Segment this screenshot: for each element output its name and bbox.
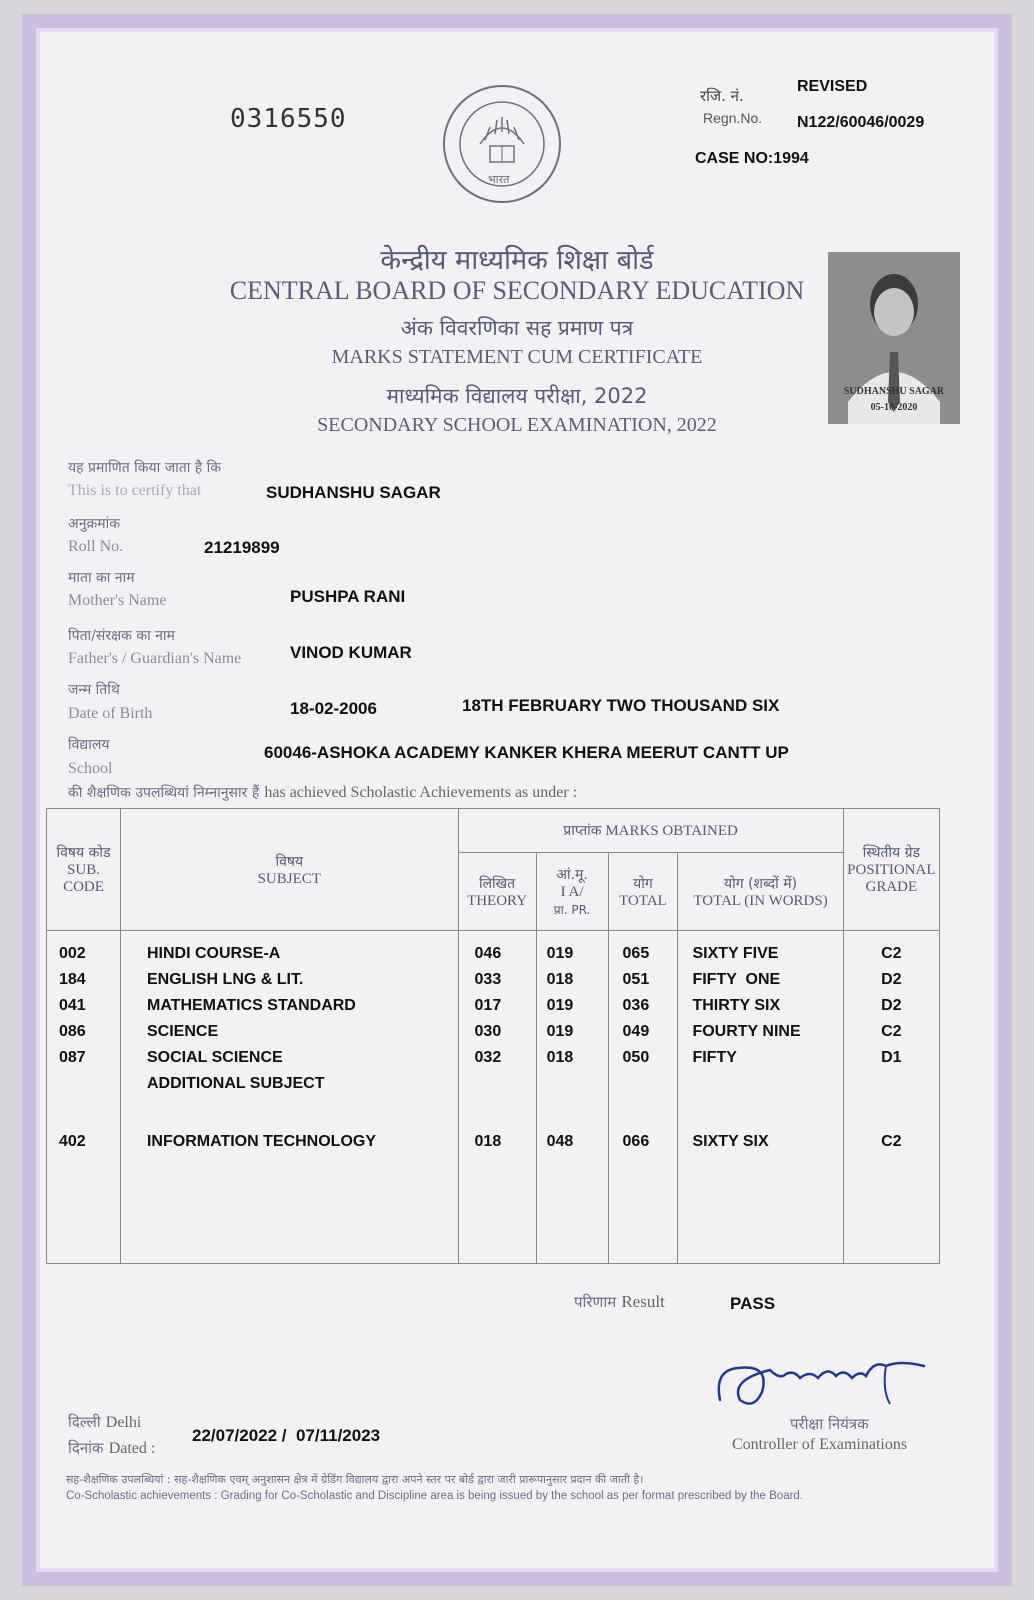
col-theory bbox=[458, 931, 536, 1264]
col-codes bbox=[47, 931, 121, 1264]
grade: D2 bbox=[881, 971, 902, 988]
subject-name: MATHEMATICS STANDARD bbox=[146, 997, 356, 1014]
ia-mark: 018 bbox=[546, 971, 574, 988]
case-number: CASE NO:1994 bbox=[695, 150, 809, 167]
header-ia: आं.मू. I A/ प्रा. PR. bbox=[536, 853, 608, 931]
subject-name: ENGLISH LNG & LIT. bbox=[146, 971, 304, 988]
header-theory: लिखित THEORY bbox=[458, 853, 536, 931]
achievements-hi: की शैक्षणिक उपलब्धियां निम्नानुसार हैं bbox=[68, 785, 260, 801]
col-total bbox=[608, 931, 678, 1264]
dated-en: Dated : bbox=[108, 1440, 156, 1457]
subject-name: SCIENCE bbox=[146, 1023, 219, 1040]
total-mark: 051 bbox=[622, 971, 650, 988]
exam-title-en: SECONDARY SCHOOL EXAMINATION, 2022 bbox=[317, 414, 717, 436]
doc-title-hi: अंक विवरणिका सह प्रमाण पत्र bbox=[400, 316, 634, 340]
photo-caption-date: 05-10-2020 bbox=[870, 402, 918, 413]
photo-caption-name: SUDHANSHU SAGAR bbox=[843, 386, 945, 397]
total-mark: 065 bbox=[622, 945, 650, 962]
total-words: FIFTY ONE bbox=[692, 971, 781, 988]
regn-label-en: Regn.No. bbox=[703, 110, 763, 126]
dob-words: 18TH FEBRUARY TWO THOUSAND SIX bbox=[462, 696, 780, 715]
dob-label-hi: जन्म तिथि bbox=[68, 682, 120, 698]
theory-mark: 018 bbox=[474, 1133, 502, 1150]
col-subjects bbox=[120, 931, 458, 1264]
result-value: PASS bbox=[730, 1294, 776, 1313]
col-grade bbox=[843, 931, 939, 1264]
father-name: VINOD KUMAR bbox=[290, 643, 412, 662]
father-label-en: Father's / Guardian's Name bbox=[68, 650, 242, 667]
header-code: विषय कोड SUB. CODE bbox=[47, 809, 121, 931]
total-words: SIXTY FIVE bbox=[692, 945, 779, 962]
grade: D1 bbox=[881, 1049, 902, 1066]
dated-value: 22/07/2022 / 07/11/2023 bbox=[192, 1426, 381, 1445]
school-label-hi: विद्यालय bbox=[68, 737, 110, 753]
total-words: FIFTY bbox=[692, 1049, 737, 1066]
additional-subject-label: ADDITIONAL SUBJECT bbox=[146, 1075, 325, 1092]
total-words: FOURTY NINE bbox=[692, 1023, 801, 1040]
roll-number: 21219899 bbox=[204, 538, 280, 557]
marks-table bbox=[46, 808, 940, 1264]
table-row-code: 041 bbox=[59, 997, 86, 1014]
mother-label-hi: माता का नाम bbox=[68, 570, 135, 586]
board-name-en: CENTRAL BOARD OF SECONDARY EDUCATION bbox=[229, 276, 805, 305]
controller-title-hi: परीक्षा नियंत्रक bbox=[790, 1415, 869, 1433]
ia-mark: 019 bbox=[546, 997, 574, 1014]
result-label-en: Result bbox=[621, 1292, 665, 1311]
total-mark: 066 bbox=[622, 1133, 650, 1150]
achievements-en: has achieved Scholastic Achievements as under : bbox=[264, 784, 578, 801]
controller-signature bbox=[710, 1330, 930, 1420]
total-words: SIXTY SIX bbox=[692, 1133, 769, 1150]
subject-name: SOCIAL SCIENCE bbox=[146, 1049, 283, 1066]
subject-name: HINDI COURSE-A bbox=[146, 945, 281, 962]
regn-number: N122/60046/0029 bbox=[797, 114, 925, 131]
theory-mark: 033 bbox=[474, 971, 502, 988]
result-line bbox=[574, 1292, 665, 1312]
emblem-text: भारत bbox=[488, 173, 510, 186]
serial-number: 0316550 bbox=[230, 104, 347, 134]
table-row-code: 402 bbox=[59, 1133, 86, 1150]
achievements-line bbox=[68, 782, 577, 802]
grade: C2 bbox=[881, 1133, 902, 1150]
place-en: Delhi bbox=[105, 1414, 142, 1431]
dated-line bbox=[68, 1438, 155, 1458]
subject-name: INFORMATION TECHNOLOGY bbox=[146, 1133, 377, 1150]
header-subject: विषय SUBJECT bbox=[120, 809, 458, 931]
revised-label: REVISED bbox=[797, 78, 868, 95]
footer-note-en: Co-Scholastic achievements : Grading for Co-Scholastic and Discipline area is being issued by the school as per format prescribed by the Board. bbox=[66, 1490, 804, 1502]
result-label-hi: परिणाम bbox=[574, 1293, 617, 1311]
doc-title-en: MARKS STATEMENT CUM CERTIFICATE bbox=[331, 346, 703, 368]
mother-label-en: Mother's Name bbox=[68, 592, 167, 609]
controller-title-en: Controller of Examinations bbox=[732, 1436, 908, 1453]
grade: D2 bbox=[881, 997, 902, 1014]
col-ia bbox=[536, 931, 608, 1264]
total-mark: 050 bbox=[622, 1049, 650, 1066]
theory-mark: 032 bbox=[474, 1049, 502, 1066]
father-label-hi: पिता/संरक्षक का नाम bbox=[68, 628, 175, 644]
theory-mark: 046 bbox=[474, 945, 502, 962]
ia-mark: 019 bbox=[546, 945, 574, 962]
regn-label-hi: रजि. नं. bbox=[700, 87, 744, 105]
student-name: SUDHANSHU SAGAR bbox=[266, 483, 441, 502]
student-photo bbox=[828, 252, 960, 424]
place-line bbox=[68, 1412, 141, 1432]
total-mark: 049 bbox=[622, 1023, 650, 1040]
board-name-hi: केन्द्रीय माध्यमिक शिक्षा बोर्ड bbox=[380, 245, 654, 276]
header-total: योग TOTAL bbox=[608, 853, 678, 931]
dob-label-en: Date of Birth bbox=[68, 705, 153, 722]
certify-label-en: This is to certify that bbox=[68, 482, 202, 499]
footer-note-hi: सह-शैक्षणिक उपलब्धियां : सह-शैक्षणिक एवम् अनुशासन क्षेत्र में ग्रेडिंग विद्यालय द्वारा अपने स्तर पर बोर्ड द्वारा जारी प्रारूपानुसार प्रदान की जाती है। bbox=[66, 1473, 644, 1486]
total-words: THIRTY SIX bbox=[692, 997, 781, 1014]
grade: C2 bbox=[881, 1023, 902, 1040]
school-name: 60046-ASHOKA ACADEMY KANKER KHERA MEERUT CANTT UP bbox=[264, 743, 789, 762]
school-label-en: School bbox=[68, 760, 113, 777]
header-marks-obtained: प्राप्तांक MARKS OBTAINED bbox=[458, 809, 843, 853]
theory-mark: 030 bbox=[474, 1023, 502, 1040]
col-total-words bbox=[678, 931, 843, 1264]
total-mark: 036 bbox=[622, 997, 650, 1014]
header-total-words: योग (शब्दों में) TOTAL (IN WORDS) bbox=[678, 853, 843, 931]
table-row-code: 086 bbox=[59, 1023, 86, 1040]
place-hi: दिल्ली bbox=[68, 1413, 101, 1431]
grade: C2 bbox=[881, 945, 902, 962]
table-row-code: 087 bbox=[59, 1049, 86, 1066]
header-grade: स्थितीय ग्रेड POSITIONAL GRADE bbox=[843, 809, 939, 931]
roll-label-hi: अनुक्रमांक bbox=[68, 516, 120, 532]
roll-label-en: Roll No. bbox=[68, 538, 124, 555]
cbse-emblem-icon bbox=[440, 82, 564, 206]
exam-title-hi: माध्यमिक विद्यालय परीक्षा, 2022 bbox=[386, 384, 648, 408]
ia-mark: 019 bbox=[546, 1023, 574, 1040]
ia-mark: 018 bbox=[546, 1049, 574, 1066]
ia-mark: 048 bbox=[546, 1133, 574, 1150]
table-row-code: 002 bbox=[59, 945, 86, 962]
certify-label-hi: यह प्रमाणित किया जाता है कि bbox=[68, 460, 222, 476]
table-row-code: 184 bbox=[59, 971, 86, 988]
mother-name: PUSHPA RANI bbox=[290, 587, 406, 606]
theory-mark: 017 bbox=[474, 997, 502, 1014]
dated-hi: दिनांक bbox=[68, 1439, 104, 1457]
dob-value: 18-02-2006 bbox=[290, 699, 377, 718]
